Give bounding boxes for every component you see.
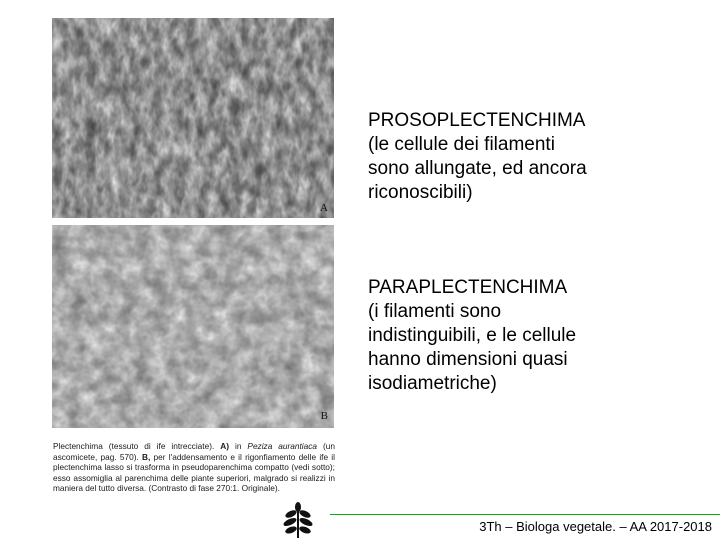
footer-text: 3Th – Biologa vegetale. – AA 2017-2018 xyxy=(479,519,712,534)
caption-text: in xyxy=(229,441,248,451)
micrograph-paraplectenchima xyxy=(52,225,334,428)
caption-label-a: A) xyxy=(220,441,230,451)
caption-text: per l'addensamento e il rigonfiamento delle ife il plectenchima lasso si trasforma in pseudoparenchima compatto (vedi sotto); esso assomiglia al parenchima delle piante superiori, malgrado si realizzi in maniera del tutto diversa. (Contrasto di fase 270:1. Originale). xyxy=(53,451,335,494)
panel-a-label: A xyxy=(320,202,328,214)
paraplectenchima-description: PARAPLECTENCHIMA (i filamenti sono indistinguibili, e le cellule hanno dimensioni quasi isodiametriche) xyxy=(368,277,577,394)
leaf-sprig-icon xyxy=(280,500,316,540)
textbook-figure xyxy=(50,18,338,518)
caption-text: Plectenchima (tessuto di ife intrecciate). xyxy=(53,441,221,451)
figure-caption xyxy=(53,441,335,494)
caption-species: Peziza aurantiaca xyxy=(247,441,318,451)
panel-b-label: B xyxy=(320,410,328,422)
micrograph-prosoplectenchima xyxy=(52,18,334,218)
footer-divider xyxy=(330,514,720,515)
prosoplectenchima-description: PROSOPLECTENCHIMA (le cellule dei filamenti sono allungate, ed ancora riconoscibili) xyxy=(368,110,587,203)
caption-label-b: B, xyxy=(142,451,151,462)
caption-text: (un ascomicete, pag. 570). xyxy=(53,441,335,462)
